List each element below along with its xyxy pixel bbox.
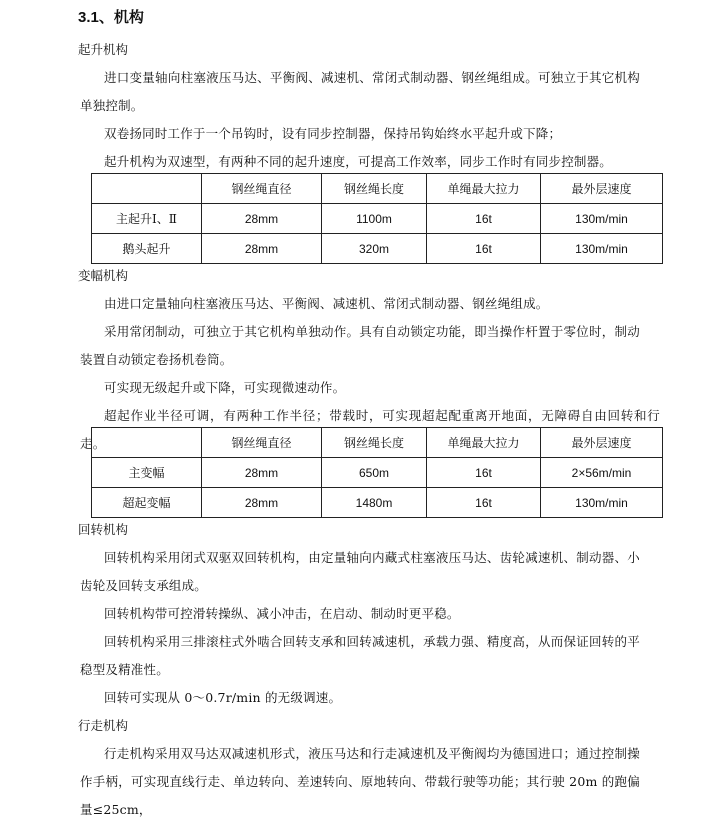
slewing-heading: 回转机构 xyxy=(78,522,129,537)
table-cell: 28mm xyxy=(202,234,322,264)
hoist-paragraph-3: 起升机构为双速型，有两种不同的起升速度，可提高工作效率，同步工作时有同步控制器。 xyxy=(104,154,613,169)
slewing-paragraph-1: 回转机构采用闭式双驱双回转机构，由定量轴向内藏式柱塞液压马达、齿轮减速机、制动器、小齿轮及回转支承组成。 xyxy=(80,550,640,593)
luffing-paragraph-4: 超起作业半径可调，有两种工作半径；带载时，可实现超起配重离开地面，无障碍自由回转和行走。 xyxy=(80,408,660,451)
table-header-row xyxy=(92,174,663,204)
table-cell: 130m/min xyxy=(541,204,663,234)
table-cell: 28mm xyxy=(202,204,322,234)
table-header xyxy=(92,174,202,204)
table-cell: 1480m xyxy=(322,488,427,518)
table-cell: 16t xyxy=(427,458,541,488)
hoist-heading: 起升机构 xyxy=(78,42,129,57)
hoist-paragraph-2: 双卷扬同时工作于一个吊钩时，设有同步控制器，保持吊钩始终水平起升或下降； xyxy=(104,126,562,141)
table-header-row xyxy=(92,428,663,458)
table-header xyxy=(92,428,202,458)
table-cell: 2×56m/min xyxy=(541,458,663,488)
table-row xyxy=(92,234,663,264)
table-row xyxy=(92,488,663,518)
table-cell: 130m/min xyxy=(541,234,663,264)
slewing-paragraph-2: 回转机构带可控滑转操纵、减小冲击，在启动、制动时更平稳。 xyxy=(104,606,460,621)
table-row xyxy=(92,458,663,488)
table-cell: 主变幅 xyxy=(92,458,202,488)
table-header: 钢丝绳长度 xyxy=(322,174,427,204)
section-title: 3.1、机构 xyxy=(78,9,144,26)
luffing-paragraph-1: 由进口定量轴向柱塞液压马达、平衡阀、减速机、常闭式制动器、钢丝绳组成。 xyxy=(104,296,549,311)
luffing-paragraph-2: 采用常闭制动，可独立于其它机构单独动作。具有自动锁定功能，即当操作杆置于零位时，制动装置自动锁定卷扬机卷筒。 xyxy=(80,324,640,367)
table-cell: 16t xyxy=(427,234,541,264)
table-cell: 28mm xyxy=(202,458,322,488)
luffing-spec-table xyxy=(91,427,663,518)
table-cell: 主起升Ⅰ、Ⅱ xyxy=(92,204,202,234)
slewing-paragraph-4: 回转可实现从 0～0.7r/min 的无级调速。 xyxy=(104,690,342,705)
table-row xyxy=(92,204,663,234)
luffing-paragraph-3: 可实现无级起升或下降，可实现微速动作。 xyxy=(104,380,346,395)
table-cell: 1100m xyxy=(322,204,427,234)
table-header: 钢丝绳长度 xyxy=(322,428,427,458)
table-cell: 16t xyxy=(427,488,541,518)
table-cell: 超起变幅 xyxy=(92,488,202,518)
table-cell: 鹅头起升 xyxy=(92,234,202,264)
luffing-heading: 变幅机构 xyxy=(78,268,129,283)
table-cell: 650m xyxy=(322,458,427,488)
slewing-paragraph-3: 回转机构采用三排滚柱式外啮合回转支承和回转减速机，承载力强、精度高，从而保证回转的平稳型及精准性。 xyxy=(80,634,640,677)
table-header: 最外层速度 xyxy=(541,174,663,204)
table-cell: 28mm xyxy=(202,488,322,518)
table-header: 最外层速度 xyxy=(541,428,663,458)
table-cell: 130m/min xyxy=(541,488,663,518)
hoist-spec-table xyxy=(91,173,663,264)
table-header: 钢丝绳直径 xyxy=(202,428,322,458)
table-cell: 320m xyxy=(322,234,427,264)
table-header: 钢丝绳直径 xyxy=(202,174,322,204)
table-header: 单绳最大拉力 xyxy=(427,174,541,204)
table-cell: 16t xyxy=(427,204,541,234)
travel-paragraph-1: 行走机构采用双马达双减速机形式，液压马达和行走减速机及平衡阀均为德国进口；通过控制操作手柄，可实现直线行走、单边转向、差速转向、原地转向、带载行驶等功能；其行驶 20m 的跑偏量≤25cm， xyxy=(80,746,640,817)
hoist-paragraph-1: 进口变量轴向柱塞液压马达、平衡阀、减速机、常闭式制动器、钢丝绳组成。可独立于其它机构单独控制。 xyxy=(80,70,640,113)
table-header: 单绳最大拉力 xyxy=(427,428,541,458)
travel-heading: 行走机构 xyxy=(78,718,129,733)
